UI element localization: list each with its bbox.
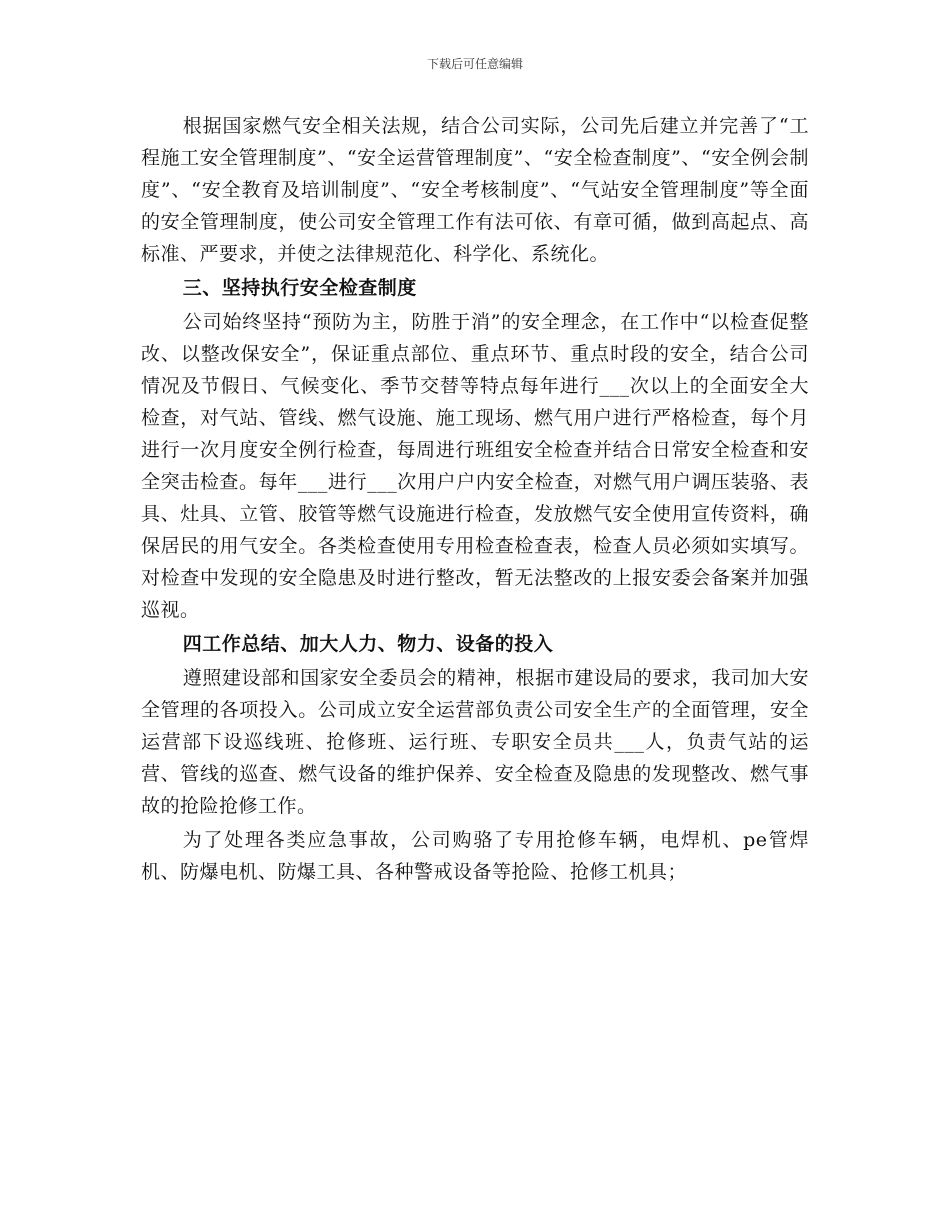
section-heading-3: 三、坚持执行安全检查制度 [182, 277, 417, 299]
paragraph-resource-investment: 遵照建设部和国家安全委员会的精神，根据市建设局的要求，我司加大安全管理的各项投入。公司成立安全运营部负责公司安全生产的全面管理，安全运营部下设巡线班、抢修班、运行班、专职安全员共___人，负责气站的运营、管线的巡查、燃气设备的维护保养、安全检查及隐患的发现整改、燃气事故的抢险抢修工作。 [141, 667, 809, 817]
paragraph-safety-inspection: 公司始终坚持“预防为主，防胜于消”的安全理念，在工作中“以检查促整改、以整改保安全”，保证重点部位、重点环节、重点时段的安全，结合公司情况及节假日、气候变化、季节交替等特点每年进行___次以上的全面安全大检查，对气站、管线、燃气设施、施工现场、燃气用户进行严格检查，每个月进行一次月度安全例行检查，每周进行班组安全检查并结合日常安全检查和安全突击检查。每年___进行___次用户户内安全检查，对燃气用户调压装骆、表具、灶具、立管、胶管等燃气设施进行检查，发放燃气安全使用宣传资料，确保居民的用气安全。各类检查使用专用检查检查表，检查人员必须如实填写。对检查中发现的安全隐患及时进行整改，暂无法整改的上报安委会备案并加强巡视。 [141, 311, 809, 621]
section-heading-4: 四工作总结、加大人力、物力、设备的投入 [182, 633, 554, 655]
document-body [141, 110, 809, 888]
page-header: 下载后可任意编辑 [426, 57, 523, 71]
paragraph-safety-regulations: 根据国家燃气安全相关法规，结合公司实际，公司先后建立并完善了“工程施工安全管理制度”、“安全运营管理制度”、“安全检查制度”、“安全例会制度”、“安全教育及培训制度”、“安全考核制度”、“气站安全管理制度”等全面的安全管理制度，使公司安全管理工作有法可依、有章可循，做到高起点、高标准、严要求，并使之法律规范化、科学化、系统化。 [141, 115, 809, 265]
paragraph-emergency-equipment: 为了处理各类应急事故，公司购骆了专用抢修车辆，电焊机、pe管焊机、防爆电机、防爆工具、各种警戒设备等抢险、抢修工机具； [141, 829, 809, 883]
